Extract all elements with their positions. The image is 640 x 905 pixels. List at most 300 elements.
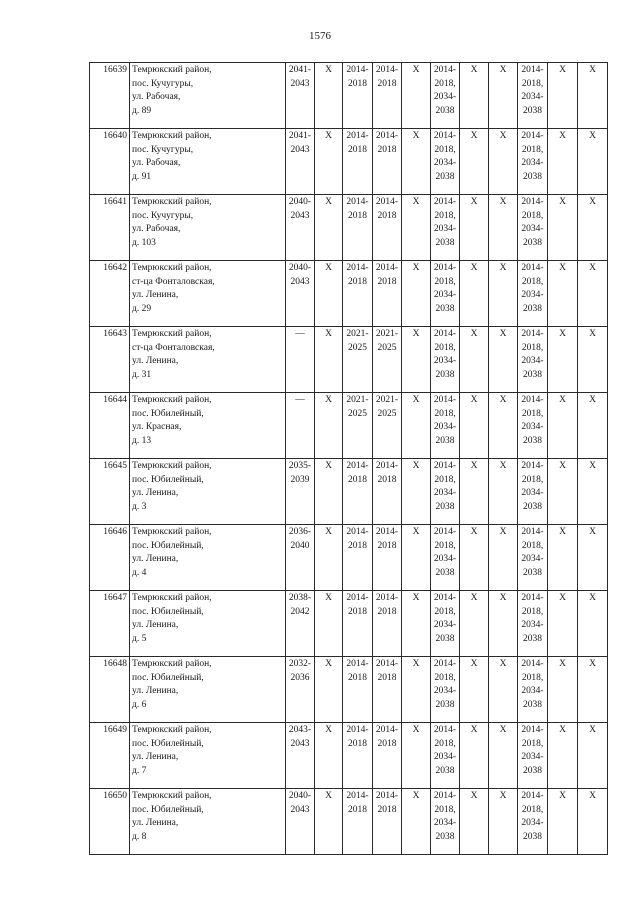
cell-line: 2038 [435, 171, 455, 182]
cell-line: X [325, 263, 332, 273]
period-cell [286, 261, 315, 327]
cell-line: 2018 [377, 474, 397, 485]
period-cell-h [518, 393, 548, 459]
address-line: ул. Ленина, [132, 554, 179, 564]
cell-line: 2014- [346, 263, 369, 273]
mark-cell-g [489, 327, 518, 393]
mark-cell-f [460, 327, 489, 393]
cell-line: 2018, [521, 210, 544, 221]
cell-line: 2014- [375, 593, 399, 603]
cell-line: 2018, [434, 738, 456, 749]
address-line: д. 5 [132, 633, 147, 644]
cell-line: 2018 [377, 738, 397, 749]
cell-line: X [412, 131, 420, 141]
mark-cell-d [402, 657, 431, 723]
cell-line: 2018 [348, 672, 367, 683]
address-line: пос. Юбилейный, [132, 672, 204, 683]
cell-line: X [325, 395, 332, 405]
table-row [90, 63, 608, 129]
address-line: Темрюкский район, [132, 725, 212, 735]
address-cell [130, 393, 286, 459]
mark-cell-g [489, 195, 518, 261]
period-cell-b [343, 525, 373, 591]
mark-cell-g [489, 63, 518, 129]
address-cell [130, 723, 286, 789]
address-line: Темрюкский район, [132, 791, 212, 801]
cell-line: 2034- [521, 686, 544, 696]
cell-line: 2018, [521, 474, 544, 485]
mark-cell-j [578, 261, 608, 327]
mark-cell-d [402, 195, 431, 261]
mark-cell-j [578, 459, 608, 525]
period-cell-h [518, 723, 548, 789]
address-line: ул. Рабочая, [132, 158, 181, 168]
cell-line: 2035- [288, 461, 312, 471]
cell-line: 2014- [346, 725, 369, 735]
cell-line: 2018 [348, 738, 367, 749]
mark-cell-d [402, 393, 431, 459]
cell-line: 2014- [433, 131, 457, 141]
mark-cell-j [578, 195, 608, 261]
table-row [90, 195, 608, 261]
row-number-cell: 16639 [90, 63, 130, 129]
mark-cell-i [548, 657, 578, 723]
cell-line: 2014- [521, 65, 544, 75]
cell-line: 2038- [288, 593, 312, 603]
cell-line: 2038 [435, 567, 455, 578]
mark-cell-f [460, 789, 489, 855]
cell-line: 2036- [288, 527, 312, 537]
cell-line: 2018, [434, 606, 456, 617]
mark-cell-i [548, 591, 578, 657]
address-cell [130, 129, 286, 195]
cell-line: X [499, 791, 507, 801]
cell-line: 2034- [521, 752, 544, 762]
period-cell-e [431, 657, 460, 723]
cell-line: 2018, [521, 78, 544, 89]
cell-line: 2014- [346, 659, 369, 669]
cell-line: 2025 [348, 342, 367, 353]
cell-line: 2014- [346, 131, 369, 141]
cell-line: X [499, 395, 507, 405]
cell-line: X [412, 329, 420, 339]
period-cell-b [343, 327, 373, 393]
cell-line: 2014- [346, 461, 369, 471]
cell-line: 2040- [288, 197, 312, 207]
cell-line: 2014- [375, 527, 399, 537]
cell-line: 2018, [434, 408, 456, 419]
row-number-cell: 16647 [90, 591, 130, 657]
mark-cell-g [489, 657, 518, 723]
period-cell-h [518, 63, 548, 129]
cell-line: 2042 [290, 606, 310, 617]
cell-line: — [295, 329, 305, 339]
period-cell-c [373, 63, 402, 129]
cell-line: X [589, 65, 596, 75]
address-line: д. 91 [132, 171, 152, 182]
mark-cell-a [315, 327, 343, 393]
cell-line: X [559, 65, 566, 75]
cell-line: 2018, [434, 804, 456, 815]
table-row [90, 723, 608, 789]
mark-cell-f [460, 459, 489, 525]
cell-line: 2038 [435, 369, 455, 380]
cell-line: X [412, 65, 420, 75]
mark-cell-a [315, 591, 343, 657]
period-cell-h [518, 195, 548, 261]
period-cell [286, 723, 315, 789]
cell-line: 2025 [377, 408, 397, 419]
period-cell [286, 657, 315, 723]
mark-cell-f [460, 129, 489, 195]
period-cell-e [431, 129, 460, 195]
table-row [90, 393, 608, 459]
cell-line: 2041- [288, 131, 312, 141]
address-line: пос. Кучугуры, [132, 144, 194, 155]
address-line: пос. Кучугуры, [132, 210, 194, 221]
cell-line: 2032- [288, 659, 312, 669]
cell-line: X [499, 659, 507, 669]
cell-line: X [589, 131, 596, 141]
cell-line: 2039 [290, 474, 310, 485]
cell-line: 2014- [521, 527, 544, 537]
period-cell-e [431, 591, 460, 657]
cell-line: 2043 [290, 210, 310, 221]
period-cell-e [431, 195, 460, 261]
row-number-cell: 16641 [90, 195, 130, 261]
cell-line: 2018, [434, 210, 456, 221]
cell-line: X [325, 527, 332, 537]
cell-line: 2014- [433, 725, 457, 735]
mark-cell-d [402, 261, 431, 327]
cell-line: X [325, 725, 332, 735]
address-line: ул. Ленина, [132, 620, 179, 630]
mark-cell-a [315, 789, 343, 855]
cell-line: X [589, 725, 596, 735]
cell-line: 2038 [523, 831, 542, 842]
cell-line: X [589, 461, 596, 471]
cell-line: 2018, [521, 672, 544, 683]
cell-line: 2034- [433, 356, 457, 366]
address-line: ул. Ленина, [132, 356, 179, 366]
mark-cell-g [489, 129, 518, 195]
mark-cell-a [315, 195, 343, 261]
cell-line: 2034- [433, 554, 457, 564]
cell-line: 2034- [433, 290, 457, 300]
cell-line: 2014- [521, 593, 544, 603]
cell-line: 2036 [290, 672, 310, 683]
cell-line: 2038 [435, 765, 455, 776]
cell-line: 2014- [433, 527, 457, 537]
cell-line: X [470, 65, 478, 75]
address-line: Темрюкский район, [132, 593, 212, 603]
cell-line: 2038 [523, 633, 542, 644]
address-line: пос. Юбилейный, [132, 804, 204, 815]
address-cell [130, 591, 286, 657]
cell-line: X [325, 197, 332, 207]
address-line: Темрюкский район, [132, 461, 212, 471]
period-cell [286, 129, 315, 195]
table-body [90, 63, 608, 855]
cell-line: 2034- [433, 752, 457, 762]
cell-line: 2018 [377, 540, 397, 551]
period-cell-b [343, 261, 373, 327]
cell-line: X [499, 593, 507, 603]
address-line: ул. Ленина, [132, 488, 179, 498]
cell-line: X [470, 791, 478, 801]
period-cell [286, 195, 315, 261]
cell-line: 2038 [523, 237, 542, 248]
period-cell-h [518, 459, 548, 525]
cell-line: 2014- [433, 791, 457, 801]
period-cell-c [373, 393, 402, 459]
cell-line: 2018 [348, 276, 367, 287]
period-cell-c [373, 195, 402, 261]
cell-line: X [412, 197, 420, 207]
cell-line: 2014- [433, 593, 457, 603]
cell-line: 2014- [346, 65, 369, 75]
row-number-cell: 16650 [90, 789, 130, 855]
cell-line: X [470, 197, 478, 207]
cell-line: X [589, 395, 596, 405]
period-cell-h [518, 525, 548, 591]
cell-line: 2014- [521, 329, 544, 339]
period-cell [286, 327, 315, 393]
address-line: д. 7 [132, 765, 147, 776]
table-row [90, 327, 608, 393]
cell-line: X [589, 197, 596, 207]
address-cell [130, 195, 286, 261]
table-row [90, 459, 608, 525]
table-row [90, 657, 608, 723]
cell-line: X [589, 329, 596, 339]
cell-line: X [499, 197, 507, 207]
address-line: Темрюкский район, [132, 659, 212, 669]
address-line: Темрюкский район, [132, 131, 212, 141]
mark-cell-i [548, 195, 578, 261]
cell-line: X [499, 329, 507, 339]
period-cell-h [518, 591, 548, 657]
period-cell-c [373, 459, 402, 525]
mark-cell-d [402, 327, 431, 393]
cell-line: 2025 [377, 342, 397, 353]
address-line: д. 13 [132, 435, 152, 446]
cell-line: X [325, 329, 332, 339]
row-number-cell: 16644 [90, 393, 130, 459]
cell-line: 2038 [435, 699, 455, 710]
address-line: ул. Ленина, [132, 290, 179, 300]
cell-line: 2034- [433, 620, 457, 630]
cell-line: 2041- [288, 65, 312, 75]
cell-line: 2040- [288, 263, 312, 273]
cell-line: 2021- [346, 329, 369, 339]
address-line: Темрюкский район, [132, 395, 212, 405]
cell-line: X [589, 791, 596, 801]
period-cell-e [431, 723, 460, 789]
cell-line: 2034- [521, 158, 544, 168]
cell-line: 2014- [375, 461, 399, 471]
page-number: 1576 [309, 30, 331, 42]
address-cell [130, 657, 286, 723]
cell-line: 2043 [290, 738, 310, 749]
table-row [90, 789, 608, 855]
cell-line: 2018, [434, 672, 456, 683]
cell-line: 2034- [521, 620, 544, 630]
address-line: ст-ца Фонталовская, [132, 342, 215, 353]
cell-line: X [412, 527, 420, 537]
cell-line: 2018, [521, 408, 544, 419]
table-row [90, 129, 608, 195]
mark-cell-i [548, 261, 578, 327]
registry-table [89, 62, 608, 855]
cell-line: 2043 [290, 144, 310, 155]
cell-line: 2021- [346, 395, 369, 405]
address-line: д. 4 [132, 567, 147, 578]
mark-cell-i [548, 789, 578, 855]
cell-line: X [325, 65, 332, 75]
cell-line: 2018 [377, 78, 397, 89]
mark-cell-j [578, 723, 608, 789]
mark-cell-a [315, 723, 343, 789]
cell-line: 2018, [434, 276, 456, 287]
period-cell-c [373, 525, 402, 591]
cell-line: X [559, 461, 566, 471]
cell-line: 2014- [433, 395, 457, 405]
cell-line: X [470, 593, 478, 603]
cell-line: 2018, [521, 276, 544, 287]
address-line: пос. Юбилейный, [132, 738, 204, 749]
cell-line: 2038 [435, 303, 455, 314]
period-cell-e [431, 63, 460, 129]
cell-line: 2018 [348, 804, 367, 815]
cell-line: 2038 [435, 831, 455, 842]
period-cell-c [373, 261, 402, 327]
cell-line: 2014- [375, 791, 399, 801]
mark-cell-g [489, 261, 518, 327]
address-line: д. 3 [132, 501, 147, 512]
period-cell-c [373, 789, 402, 855]
address-line: ул. Ленина, [132, 752, 179, 762]
period-cell-h [518, 129, 548, 195]
cell-line: 2038 [523, 303, 542, 314]
address-cell [130, 789, 286, 855]
cell-line: X [412, 659, 420, 669]
cell-line: 2014- [433, 65, 457, 75]
cell-line: 2034- [433, 92, 457, 102]
address-line: Темрюкский район, [132, 527, 212, 537]
cell-line: 2014- [433, 263, 457, 273]
period-cell-b [343, 657, 373, 723]
cell-line: 2018, [521, 738, 544, 749]
address-line: ст-ца Фонталовская, [132, 276, 215, 287]
period-cell-h [518, 657, 548, 723]
address-line: Темрюкский район, [132, 65, 212, 75]
address-line: пос. Кучугуры, [132, 78, 194, 89]
cell-line: 2043 [290, 78, 310, 89]
cell-line: 2014- [433, 329, 457, 339]
cell-line: 2018 [377, 144, 397, 155]
cell-line: 2018, [521, 804, 544, 815]
cell-line: 2014- [433, 197, 457, 207]
cell-line: 2025 [348, 408, 367, 419]
mark-cell-j [578, 129, 608, 195]
mark-cell-f [460, 591, 489, 657]
cell-line: 2038 [523, 435, 542, 446]
address-line: Темрюкский район, [132, 263, 212, 273]
mark-cell-g [489, 525, 518, 591]
cell-line: 2018 [348, 144, 367, 155]
mark-cell-i [548, 459, 578, 525]
cell-line: X [470, 263, 478, 273]
period-cell [286, 789, 315, 855]
mark-cell-i [548, 129, 578, 195]
cell-line: 2018, [521, 144, 544, 155]
address-cell [130, 525, 286, 591]
cell-line: X [499, 131, 507, 141]
cell-line: 2018, [434, 474, 456, 485]
cell-line: 2034- [433, 158, 457, 168]
period-cell-h [518, 789, 548, 855]
mark-cell-j [578, 63, 608, 129]
cell-line: 2038 [435, 501, 455, 512]
period-cell-b [343, 723, 373, 789]
cell-line: 2014- [521, 395, 544, 405]
mark-cell-g [489, 789, 518, 855]
cell-line: X [412, 395, 420, 405]
mark-cell-d [402, 63, 431, 129]
cell-line: X [499, 65, 507, 75]
mark-cell-g [489, 591, 518, 657]
mark-cell-a [315, 63, 343, 129]
mark-cell-a [315, 393, 343, 459]
cell-line: X [559, 593, 566, 603]
mark-cell-f [460, 657, 489, 723]
mark-cell-j [578, 525, 608, 591]
cell-line: 2034- [521, 356, 544, 366]
cell-line: X [470, 395, 478, 405]
mark-cell-g [489, 393, 518, 459]
period-cell-c [373, 591, 402, 657]
cell-line: X [470, 725, 478, 735]
address-cell [130, 63, 286, 129]
cell-line: X [470, 527, 478, 537]
cell-line: X [470, 131, 478, 141]
cell-line: 2038 [523, 699, 542, 710]
cell-line: 2014- [375, 725, 399, 735]
address-line: д. 89 [132, 105, 152, 116]
period-cell-e [431, 789, 460, 855]
cell-line: 2014- [521, 461, 544, 471]
period-cell-b [343, 591, 373, 657]
mark-cell-j [578, 327, 608, 393]
mark-cell-f [460, 195, 489, 261]
cell-line: 2014- [346, 527, 369, 537]
mark-cell-i [548, 327, 578, 393]
mark-cell-d [402, 723, 431, 789]
cell-line: X [412, 461, 420, 471]
address-line: пос. Юбилейный, [132, 408, 204, 419]
cell-line: 2018 [348, 210, 367, 221]
cell-line: X [589, 593, 596, 603]
mark-cell-j [578, 591, 608, 657]
cell-line: 2034- [433, 224, 457, 234]
period-cell-e [431, 327, 460, 393]
mark-cell-a [315, 525, 343, 591]
cell-line: 2040- [288, 791, 312, 801]
cell-line: X [325, 791, 332, 801]
cell-line: 2043 [290, 276, 310, 287]
cell-line: X [470, 461, 478, 471]
